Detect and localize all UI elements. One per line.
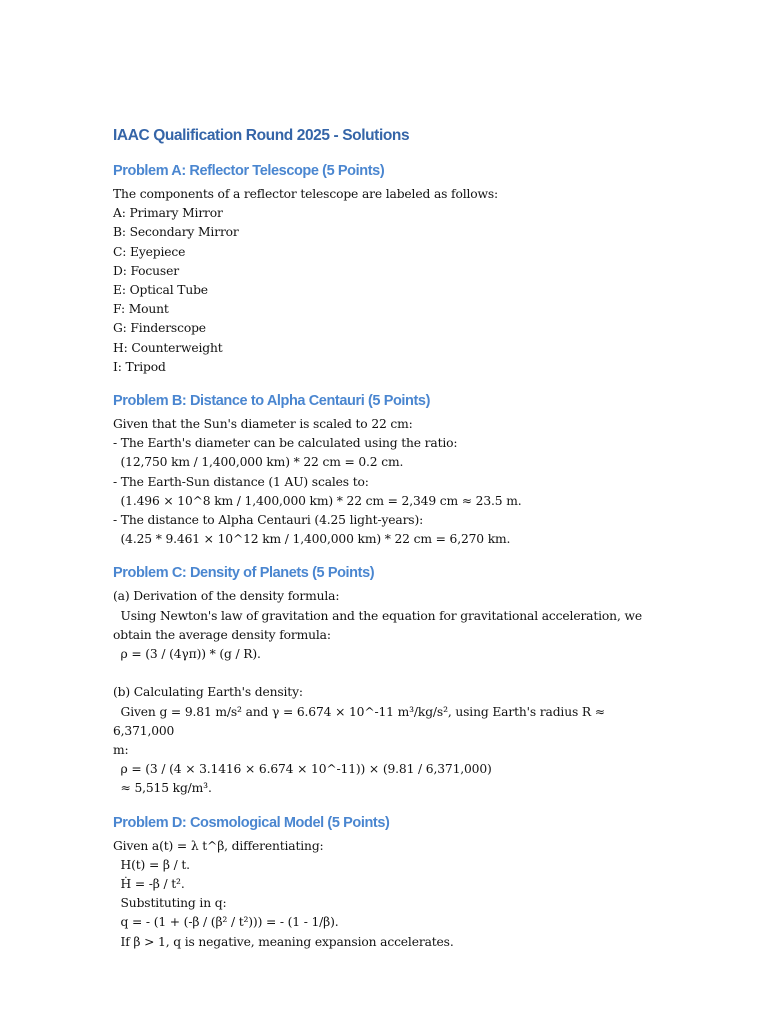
section-a-line: C: Eyepiece	[113, 244, 186, 259]
section-a-line: B: Secondary Mirror	[113, 225, 239, 240]
section-c-line: Using Newton's law of gravitation and the equation for gravitational acceleration, we	[113, 608, 642, 623]
section-d-line: Substituting in q:	[113, 896, 227, 911]
section-c-line: m:	[113, 743, 129, 758]
section-problem-a	[113, 160, 658, 377]
section-problem-c	[113, 562, 658, 798]
section-d-line: If β > 1, q is negative, meaning expansion accelerates.	[113, 934, 454, 949]
section-a-line: The components of a reflector telescope are labeled as follows:	[113, 187, 499, 201]
section-a-line: F: Mount	[113, 302, 169, 317]
section-a-line: A: Primary Mirror	[113, 206, 223, 221]
section-d-line: Ḣ = -β / t².	[113, 877, 185, 892]
document-page	[113, 124, 658, 952]
section-b-line: (1.496 × 10^8 km / 1,400,000 km) * 22 cm = 2,349 cm ≈ 23.5 m.	[113, 493, 522, 508]
section-b-line: - The distance to Alpha Centauri (4.25 light-years):	[113, 513, 424, 528]
section-b-line: (4.25 * 9.461 × 10^12 km / 1,400,000 km) * 22 cm = 6,270 km.	[113, 532, 511, 547]
section-a-line: H: Counterweight	[113, 340, 223, 355]
section-c-line: Given g = 9.81 m/s² and γ = 6.674 × 10^-11 m³/kg/s², using Earth's radius R ≈ 6,371,000	[113, 704, 609, 738]
section-heading-d: Problem D: Cosmological Model (5 Points)	[113, 814, 390, 831]
section-d-line: H(t) = β / t.	[113, 857, 190, 872]
section-c-line: ρ = (3 / (4 × 3.1416 × 6.674 × 10^-11)) × (9.81 / 6,371,000)	[113, 762, 492, 777]
section-b-line: Given that the Sun's diameter is scaled to 22 cm:	[113, 417, 413, 432]
section-a-line: I: Tripod	[113, 359, 166, 374]
section-c-line: ρ = (3 / (4γπ)) * (g / R).	[113, 647, 261, 662]
section-problem-b	[113, 390, 658, 549]
section-d-line: q = - (1 + (-β / (β² / t²))) = - (1 - 1/β).	[113, 915, 339, 930]
section-b-line: (12,750 km / 1,400,000 km) * 22 cm = 0.2 cm.	[113, 455, 404, 470]
section-c-line: ≈ 5,515 kg/m³.	[113, 781, 212, 796]
section-b-line: - The Earth-Sun distance (1 AU) scales to:	[113, 474, 369, 489]
section-heading-b: Problem B: Distance to Alpha Centauri (5 Points)	[113, 393, 431, 410]
section-b-line: - The Earth's diameter can be calculated using the ratio:	[113, 436, 458, 451]
section-d-line: Given a(t) = λ t^β, differentiating:	[113, 838, 324, 853]
section-c-line: obtain the average density formula:	[113, 627, 331, 642]
section-problem-d	[113, 812, 658, 952]
document-title: IAAC Qualification Round 2025 - Solutions	[113, 127, 410, 144]
section-heading-a: Problem A: Reflector Telescope (5 Points)	[113, 163, 385, 179]
section-c-line: (a) Derivation of the density formula:	[113, 589, 340, 604]
section-heading-c: Problem C: Density of Planets (5 Points)	[113, 565, 375, 582]
blank-line	[113, 664, 658, 683]
section-c-line: (b) Calculating Earth's density:	[113, 685, 303, 700]
section-a-line: D: Focuser	[113, 263, 179, 278]
section-a-line: E: Optical Tube	[113, 283, 208, 298]
section-a-line: G: Finderscope	[113, 321, 206, 336]
